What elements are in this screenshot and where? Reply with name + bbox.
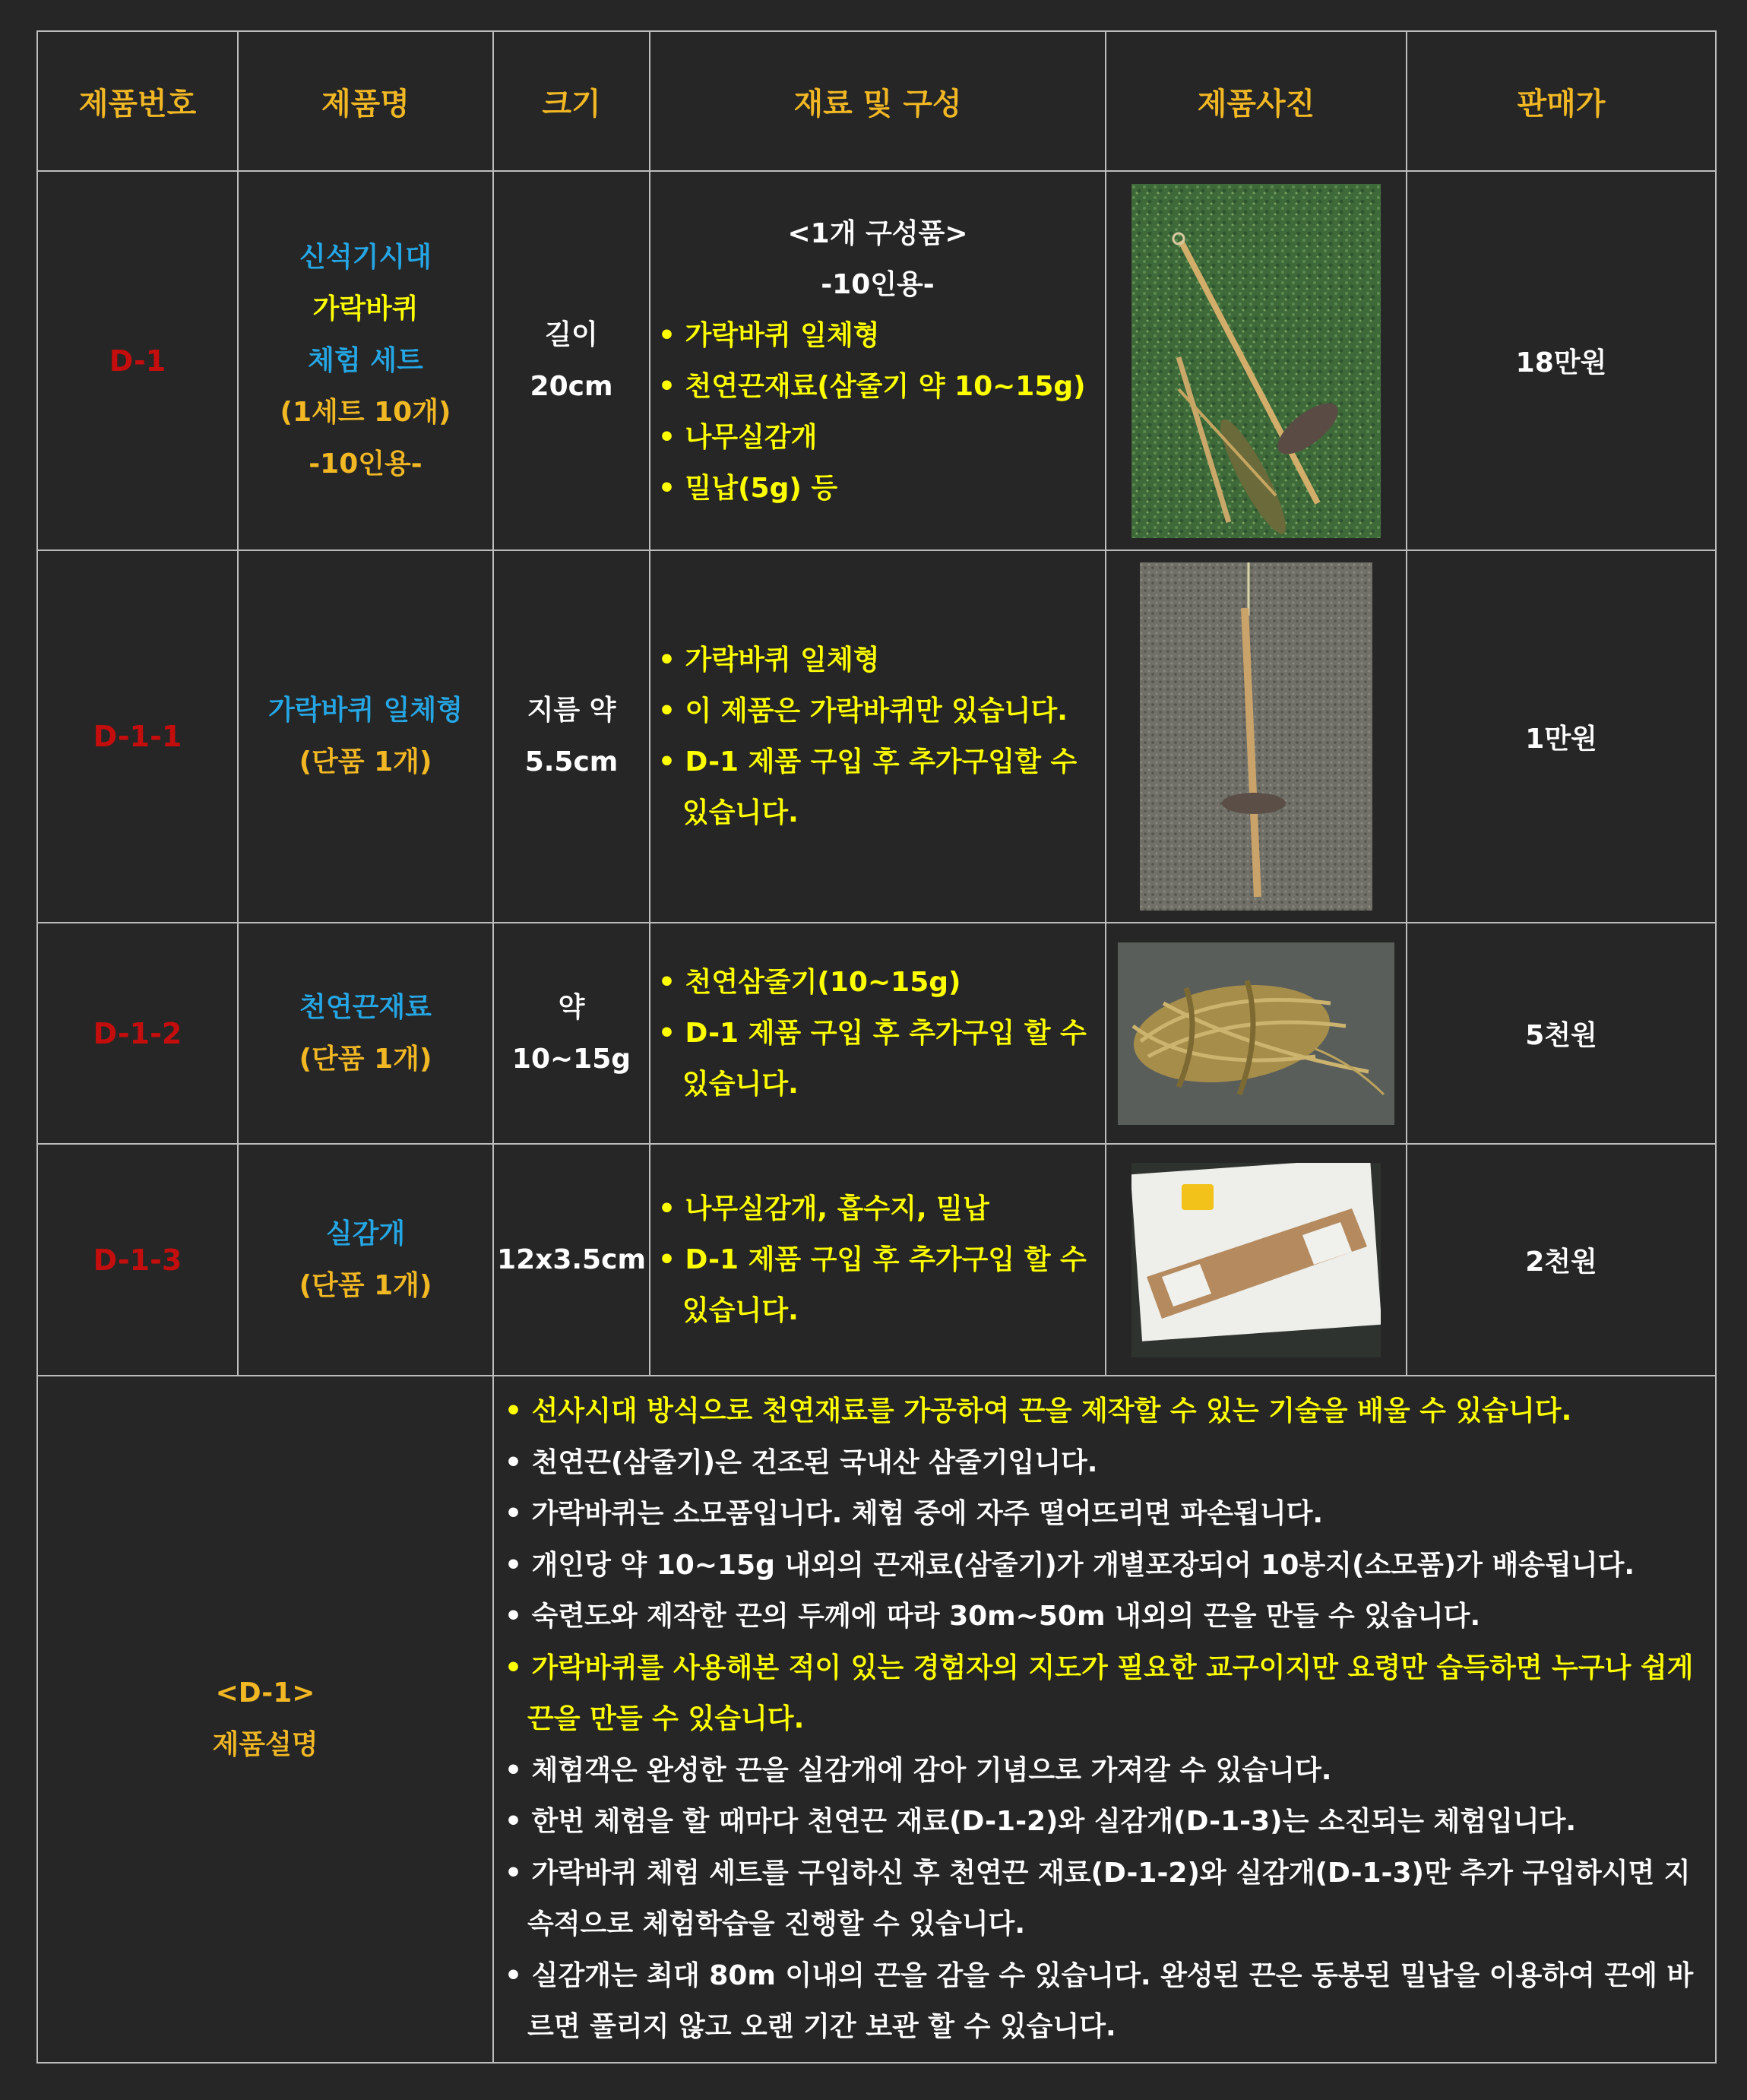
name-line: (단품 1개) [299,746,432,778]
thread-winder-photo [1131,1163,1381,1357]
list-item: • 한번 체험을 할 때마다 천연끈 재료(D-1-2)와 실감개(D-1-3)는 소진되는 체험입니다. [505,1796,1701,1848]
product-photo-cell [1106,1144,1407,1376]
spindle-set-photo [1131,184,1381,538]
product-name [238,1144,493,1376]
name-line: 신석기시대 [299,241,432,273]
product-size [493,923,650,1144]
header-materials: 재료 및 구성 [650,31,1106,171]
product-name [238,171,493,550]
header-code: 제품번호 [37,31,238,171]
list-item: • D-1 제품 구입 후 추가구입 할 수 있습니다. [658,1234,1094,1336]
list-item: • 나무실감개 [658,412,1094,463]
name-line: 체험 세트 [308,344,423,376]
list-item: • 가락바퀴는 소모품입니다. 체험 중에 자주 떨어뜨리면 파손됩니다. [505,1488,1701,1540]
size-line: 길이 [545,318,598,350]
product-materials [650,1144,1106,1376]
product-code: D-1-1 [37,550,238,923]
list-item: • 천연끈재료(삼줄기 약 10~15g) [658,361,1094,412]
materials-list [650,310,1105,514]
list-item: • 밀납(5g) 등 [658,463,1094,514]
product-price: 5천원 [1407,923,1716,1144]
materials-list [650,635,1105,838]
product-size [493,1144,650,1376]
name-line: (단품 1개) [299,1043,432,1075]
size-line: 12x3.5cm [497,1243,646,1275]
product-photo-cell [1106,923,1407,1144]
list-item: • 이 제품은 가락바퀴만 있습니다. [658,686,1094,736]
product-materials [650,171,1106,550]
list-item: • 천연끈(삼줄기)은 건조된 국내산 삼줄기입니다. [505,1437,1701,1489]
name-line: 실감개 [325,1218,406,1250]
size-line: 지름 약 [527,695,616,726]
table-row [37,923,1716,1144]
name-line: -10인용- [309,448,423,480]
description-body [493,1376,1716,2063]
table-row [37,550,1716,923]
size-line: 5.5cm [524,746,619,778]
list-item: • 가락바퀴를 사용해본 적이 있는 경험자의 지도가 필요한 교구이지만 요령만 습득하면 누구나 쉽게 끈을 만들 수 있습니다. [505,1642,1701,1745]
product-code: D-1-2 [37,923,238,1144]
name-line: 가락바퀴 [312,293,419,325]
list-item: • 가락바퀴 체험 세트를 구입하신 후 천연끈 재료(D-1-2)와 실감개(D-1-3)만 추가 구입하시면 지속적으로 체험학습을 진행할 수 있습니다. [505,1848,1701,1950]
description-code: <D-1> [215,1677,315,1709]
header-photo: 제품사진 [1106,31,1407,171]
product-table [36,30,1717,2064]
product-price: 2천원 [1407,1144,1716,1376]
product-photo-cell [1106,550,1407,923]
name-line: (1세트 10개) [280,396,451,428]
materials-list [650,1183,1105,1336]
product-name [238,923,493,1144]
table-row [37,171,1716,550]
name-line: 천연끈재료 [299,991,432,1023]
header-size: 크기 [493,31,650,171]
materials-heading: <1개 구성품> [787,217,968,249]
description-list [494,1376,1715,2062]
product-materials [650,923,1106,1144]
description-row [37,1376,1716,2063]
list-item: • 가락바퀴 일체형 [658,635,1094,686]
table-row [37,1144,1716,1376]
list-item: • 실감개는 최대 80m 이내의 끈을 감을 수 있습니다. 완성된 끈은 동봉된 밀납을 이용하여 끈에 바르면 풀리지 않고 오랜 기간 보관 할 수 있습니다. [505,1950,1701,2053]
hemp-fiber-photo [1118,942,1394,1125]
product-code: D-1 [37,171,238,550]
product-price: 1만원 [1407,550,1716,923]
materials-list [650,957,1105,1110]
product-size [493,550,650,923]
product-code: D-1-3 [37,1144,238,1376]
name-line: 가락바퀴 일체형 [268,695,463,726]
size-line: 20cm [530,370,613,402]
spindle-whorl-photo [1140,562,1372,911]
list-item: • 숙련도와 제작한 끈의 두께에 따라 30m~50m 내외의 끈을 만들 수 있습니다. [505,1591,1701,1642]
description-title: 제품설명 [212,1728,318,1760]
name-line: (단품 1개) [299,1269,432,1301]
materials-subheading: -10인용- [821,268,935,300]
header-row [37,31,1716,171]
list-item: • 가락바퀴 일체형 [658,310,1094,361]
header-price: 판매가 [1407,31,1716,171]
list-item: • 나무실감개, 흡수지, 밀납 [658,1183,1094,1234]
size-line: 약 [558,991,585,1023]
product-name [238,550,493,923]
product-size [493,171,650,550]
list-item: • 개인당 약 10~15g 내외의 끈재료(삼줄기)가 개별포장되어 10봉지(소모품)가 배송됩니다. [505,1540,1701,1592]
list-item: • D-1 제품 구입 후 추가구입 할 수 있습니다. [658,1008,1094,1110]
list-item: • D-1 제품 구입 후 추가구입할 수 있습니다. [658,736,1094,838]
list-item: • 선사시대 방식으로 천연재료를 가공하여 끈을 제작할 수 있는 기술을 배울 수 있습니다. [505,1386,1701,1437]
description-title-cell [37,1376,493,2063]
product-photo-cell [1106,171,1407,550]
size-line: 10~15g [511,1043,631,1075]
product-price: 18만원 [1407,171,1716,550]
product-materials [650,550,1106,923]
list-item: • 천연삼줄기(10~15g) [658,957,1094,1008]
list-item: • 체험객은 완성한 끈을 실감개에 감아 기념으로 가져갈 수 있습니다. [505,1745,1701,1797]
header-name: 제품명 [238,31,493,171]
